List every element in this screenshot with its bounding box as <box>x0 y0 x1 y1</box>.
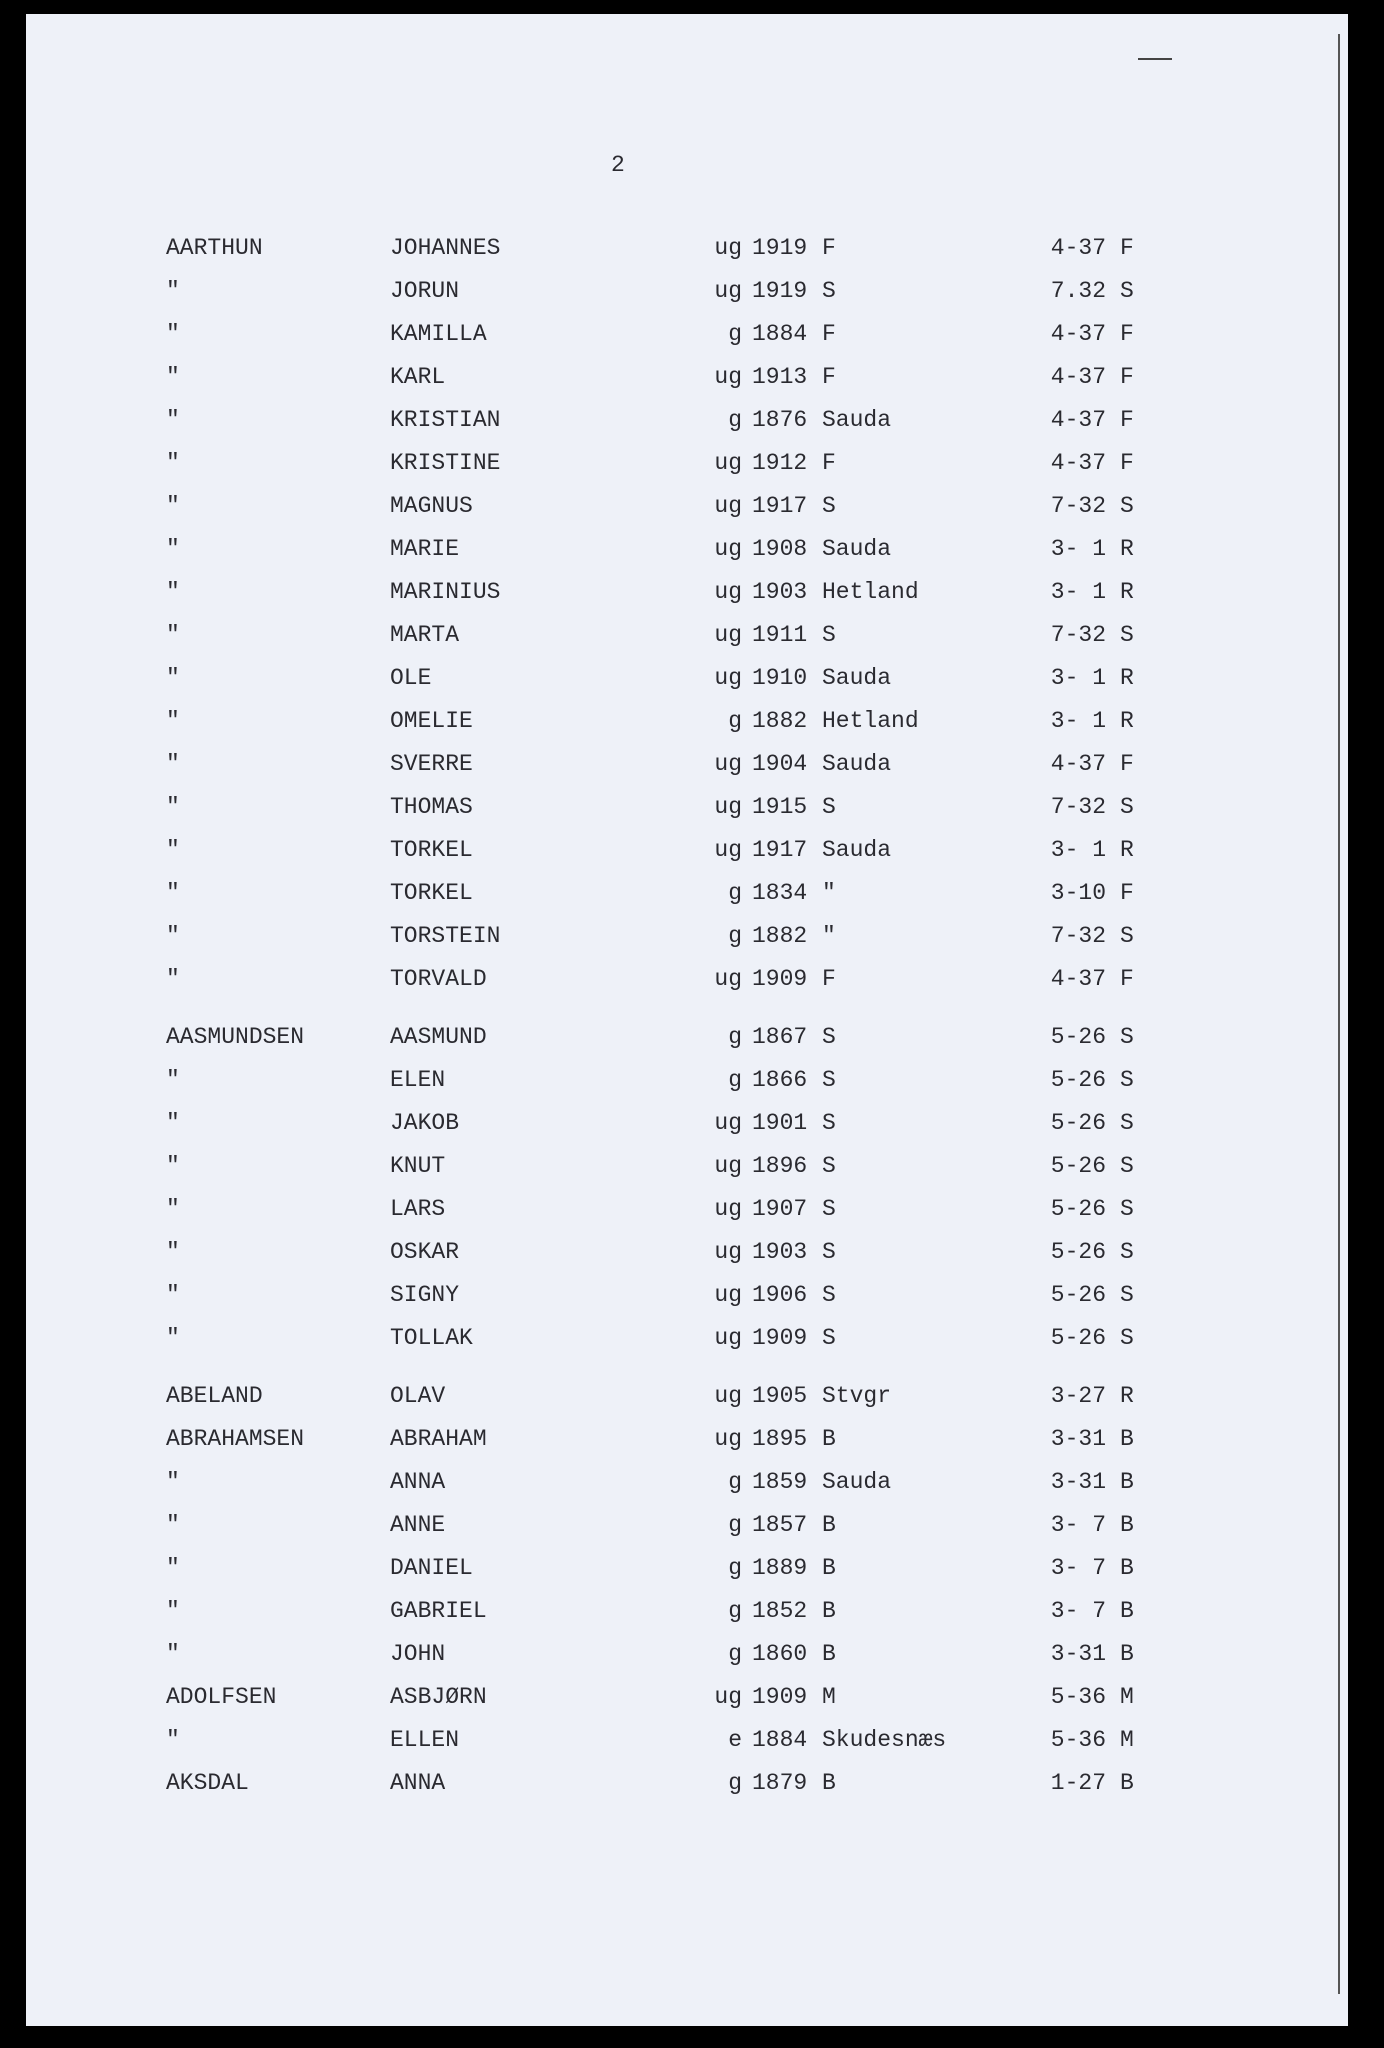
birthplace-cell: Hetland <box>822 708 919 734</box>
birthplace-cell: Sauda <box>822 1469 892 1495</box>
given-name-cell: OSKAR <box>390 1239 460 1265</box>
surname-cell: " <box>166 1727 180 1753</box>
code-cell: 3-31 <box>1050 1641 1106 1667</box>
surname-cell: " <box>166 278 180 304</box>
code-cell: 3- 7 <box>1050 1555 1106 1581</box>
birth-year-cell: 1919 <box>752 235 808 261</box>
given-name-cell: KRISTIAN <box>390 407 501 433</box>
birth-year-cell: 1903 <box>752 579 808 605</box>
birthplace-cell: S <box>822 1153 836 1179</box>
surname-cell: " <box>166 622 180 648</box>
surname-cell: " <box>166 923 180 949</box>
birthplace-cell: Sauda <box>822 837 892 863</box>
birthplace-cell: B <box>822 1770 836 1796</box>
corner-mark <box>1138 58 1172 60</box>
letter-cell: M <box>1120 1684 1134 1710</box>
marital-status-cell: ug <box>714 665 742 691</box>
birthplace-cell: B <box>822 1512 836 1538</box>
letter-cell: F <box>1120 751 1134 777</box>
birth-year-cell: 1889 <box>752 1555 808 1581</box>
marital-status-cell: ug <box>714 450 742 476</box>
code-cell: 3-27 <box>1050 1383 1106 1409</box>
list-item <box>26 1466 1348 1498</box>
letter-cell: B <box>1120 1469 1134 1495</box>
code-cell: 7-32 <box>1050 923 1106 949</box>
list-item <box>26 1509 1348 1541</box>
surname-cell: " <box>166 1239 180 1265</box>
code-cell: 3- 1 <box>1050 536 1106 562</box>
birthplace-cell: S <box>822 622 836 648</box>
code-cell: 3- 7 <box>1050 1512 1106 1538</box>
code-cell: 4-37 <box>1050 407 1106 433</box>
list-item <box>26 791 1348 823</box>
surname-cell: " <box>166 1555 180 1581</box>
surname-cell: " <box>166 450 180 476</box>
birthplace-cell: F <box>822 966 836 992</box>
birth-year-cell: 1906 <box>752 1282 808 1308</box>
list-item <box>26 1236 1348 1268</box>
code-cell: 3- 1 <box>1050 579 1106 605</box>
code-cell: 5-26 <box>1050 1282 1106 1308</box>
birth-year-cell: 1834 <box>752 880 808 906</box>
given-name-cell: ELEN <box>390 1067 446 1093</box>
list-item <box>26 1380 1348 1412</box>
birth-year-cell: 1907 <box>752 1196 808 1222</box>
birth-year-cell: 1910 <box>752 665 808 691</box>
code-cell: 4-37 <box>1050 751 1106 777</box>
surname-cell: " <box>166 579 180 605</box>
given-name-cell: JORUN <box>390 278 460 304</box>
given-name-cell: TORKEL <box>390 880 473 906</box>
surname-cell: " <box>166 1469 180 1495</box>
birthplace-cell: " <box>822 923 836 949</box>
marital-status-cell: ug <box>714 1426 742 1452</box>
given-name-cell: OMELIE <box>390 708 473 734</box>
surname-cell: " <box>166 536 180 562</box>
given-name-cell: TORKEL <box>390 837 473 863</box>
given-name-cell: DANIEL <box>390 1555 473 1581</box>
surname-cell: ADOLFSEN <box>166 1684 277 1710</box>
letter-cell: F <box>1120 321 1134 347</box>
document-page <box>26 14 1348 2026</box>
code-cell: 3-31 <box>1050 1469 1106 1495</box>
surname-cell: AARTHUN <box>166 235 263 261</box>
code-cell: 5-26 <box>1050 1024 1106 1050</box>
given-name-cell: MAGNUS <box>390 493 473 519</box>
birth-year-cell: 1911 <box>752 622 808 648</box>
birth-year-cell: 1882 <box>752 923 808 949</box>
given-name-cell: ELLEN <box>390 1727 460 1753</box>
birth-year-cell: 1913 <box>752 364 808 390</box>
marital-status-cell: g <box>728 1770 742 1796</box>
surname-cell: " <box>166 1196 180 1222</box>
marital-status-cell: ug <box>714 493 742 519</box>
surname-cell: " <box>166 837 180 863</box>
surname-cell: " <box>166 1325 180 1351</box>
birthplace-cell: S <box>822 1282 836 1308</box>
birth-year-cell: 1867 <box>752 1024 808 1050</box>
birthplace-cell: Hetland <box>822 579 919 605</box>
birthplace-cell: B <box>822 1598 836 1624</box>
letter-cell: R <box>1120 837 1134 863</box>
marital-status-cell: ug <box>714 1383 742 1409</box>
given-name-cell: ANNA <box>390 1770 446 1796</box>
list-item <box>26 318 1348 350</box>
given-name-cell: KNUT <box>390 1153 446 1179</box>
list-item <box>26 748 1348 780</box>
marital-status-cell: ug <box>714 837 742 863</box>
birth-year-cell: 1919 <box>752 278 808 304</box>
list-item <box>26 1681 1348 1713</box>
marital-status-cell: ug <box>714 1325 742 1351</box>
surname-cell: " <box>166 1512 180 1538</box>
code-cell: 5-26 <box>1050 1239 1106 1265</box>
surname-cell: " <box>166 794 180 820</box>
list-item <box>26 1107 1348 1139</box>
list-item <box>26 1767 1348 1799</box>
birth-year-cell: 1852 <box>752 1598 808 1624</box>
birthplace-cell: S <box>822 1110 836 1136</box>
list-item <box>26 920 1348 952</box>
letter-cell: B <box>1120 1426 1134 1452</box>
birth-year-cell: 1857 <box>752 1512 808 1538</box>
marital-status-cell: g <box>728 321 742 347</box>
surname-cell: " <box>166 708 180 734</box>
birthplace-cell: S <box>822 1239 836 1265</box>
birth-year-cell: 1859 <box>752 1469 808 1495</box>
birthplace-cell: M <box>822 1684 836 1710</box>
code-cell: 7-32 <box>1050 622 1106 648</box>
letter-cell: S <box>1120 794 1134 820</box>
birth-year-cell: 1884 <box>752 1727 808 1753</box>
surname-cell: " <box>166 364 180 390</box>
letter-cell: R <box>1120 665 1134 691</box>
given-name-cell: ABRAHAM <box>390 1426 487 1452</box>
letter-cell: S <box>1120 1239 1134 1265</box>
letter-cell: S <box>1120 1067 1134 1093</box>
code-cell: 5-26 <box>1050 1153 1106 1179</box>
marital-status-cell: ug <box>714 794 742 820</box>
marital-status-cell: ug <box>714 1153 742 1179</box>
birthplace-cell: S <box>822 1196 836 1222</box>
list-item <box>26 963 1348 995</box>
marital-status-cell: g <box>728 1512 742 1538</box>
code-cell: 4-37 <box>1050 235 1106 261</box>
code-cell: 5-36 <box>1050 1684 1106 1710</box>
birthplace-cell: S <box>822 1067 836 1093</box>
surname-cell: " <box>166 1110 180 1136</box>
marital-status-cell: g <box>728 407 742 433</box>
marital-status-cell: ug <box>714 966 742 992</box>
birth-year-cell: 1917 <box>752 837 808 863</box>
marital-status-cell: ug <box>714 622 742 648</box>
list-item <box>26 576 1348 608</box>
letter-cell: M <box>1120 1727 1134 1753</box>
given-name-cell: JAKOB <box>390 1110 460 1136</box>
surname-cell: " <box>166 1598 180 1624</box>
list-item <box>26 1322 1348 1354</box>
letter-cell: B <box>1120 1770 1134 1796</box>
code-cell: 3- 1 <box>1050 837 1106 863</box>
list-item <box>26 1021 1348 1053</box>
birthplace-cell: S <box>822 1024 836 1050</box>
marital-status-cell: ug <box>714 1239 742 1265</box>
birthplace-cell: F <box>822 235 836 261</box>
birth-year-cell: 1909 <box>752 1684 808 1710</box>
birth-year-cell: 1912 <box>752 450 808 476</box>
letter-cell: S <box>1120 278 1134 304</box>
letter-cell: F <box>1120 966 1134 992</box>
surname-cell: " <box>166 1067 180 1093</box>
list-item <box>26 619 1348 651</box>
page-number: 2 <box>611 152 625 178</box>
letter-cell: B <box>1120 1598 1134 1624</box>
letter-cell: B <box>1120 1512 1134 1538</box>
given-name-cell: LARS <box>390 1196 446 1222</box>
birth-year-cell: 1915 <box>752 794 808 820</box>
marital-status-cell: ug <box>714 751 742 777</box>
code-cell: 5-36 <box>1050 1727 1106 1753</box>
marital-status-cell: g <box>728 880 742 906</box>
birth-year-cell: 1909 <box>752 1325 808 1351</box>
surname-cell: " <box>166 493 180 519</box>
given-name-cell: ANNA <box>390 1469 446 1495</box>
surname-cell: " <box>166 321 180 347</box>
given-name-cell: TORVALD <box>390 966 487 992</box>
list-item <box>26 447 1348 479</box>
marital-status-cell: g <box>728 1641 742 1667</box>
birthplace-cell: Skudesnæs <box>822 1727 947 1753</box>
given-name-cell: MARTA <box>390 622 460 648</box>
given-name-cell: SVERRE <box>390 751 473 777</box>
given-name-cell: AASMUND <box>390 1024 487 1050</box>
code-cell: 5-26 <box>1050 1196 1106 1222</box>
list-item <box>26 490 1348 522</box>
birth-year-cell: 1908 <box>752 536 808 562</box>
birth-year-cell: 1917 <box>752 493 808 519</box>
marital-status-cell: g <box>728 1555 742 1581</box>
list-item <box>26 533 1348 565</box>
list-item <box>26 232 1348 264</box>
marital-status-cell: ug <box>714 235 742 261</box>
given-name-cell: THOMAS <box>390 794 473 820</box>
code-cell: 3- 1 <box>1050 665 1106 691</box>
marital-status-cell: ug <box>714 1282 742 1308</box>
code-cell: 7-32 <box>1050 794 1106 820</box>
letter-cell: S <box>1120 1024 1134 1050</box>
birthplace-cell: B <box>822 1641 836 1667</box>
letter-cell: S <box>1120 1325 1134 1351</box>
letter-cell: F <box>1120 450 1134 476</box>
marital-status-cell: g <box>728 1067 742 1093</box>
code-cell: 5-26 <box>1050 1067 1106 1093</box>
surname-cell: " <box>166 880 180 906</box>
surname-cell: " <box>166 1282 180 1308</box>
birthplace-cell: F <box>822 450 836 476</box>
letter-cell: S <box>1120 1110 1134 1136</box>
given-name-cell: OLE <box>390 665 432 691</box>
given-name-cell: TOLLAK <box>390 1325 473 1351</box>
birthplace-cell: F <box>822 364 836 390</box>
list-item <box>26 662 1348 694</box>
list-item <box>26 404 1348 436</box>
marital-status-cell: ug <box>714 364 742 390</box>
surname-cell: " <box>166 407 180 433</box>
list-item <box>26 877 1348 909</box>
marital-status-cell: e <box>728 1727 742 1753</box>
marital-status-cell: g <box>728 1024 742 1050</box>
code-cell: 3-31 <box>1050 1426 1106 1452</box>
birth-year-cell: 1903 <box>752 1239 808 1265</box>
given-name-cell: JOHANNES <box>390 235 501 261</box>
marital-status-cell: ug <box>714 536 742 562</box>
given-name-cell: TORSTEIN <box>390 923 501 949</box>
marital-status-cell: g <box>728 708 742 734</box>
birthplace-cell: S <box>822 278 836 304</box>
birth-year-cell: 1884 <box>752 321 808 347</box>
given-name-cell: KAMILLA <box>390 321 487 347</box>
birthplace-cell: S <box>822 794 836 820</box>
birth-year-cell: 1860 <box>752 1641 808 1667</box>
letter-cell: F <box>1120 407 1134 433</box>
list-item <box>26 1279 1348 1311</box>
code-cell: 3- 1 <box>1050 708 1106 734</box>
surname-cell: " <box>166 1641 180 1667</box>
birthplace-cell: Sauda <box>822 751 892 777</box>
list-item <box>26 1638 1348 1670</box>
birth-year-cell: 1882 <box>752 708 808 734</box>
surname-cell: ABELAND <box>166 1383 263 1409</box>
list-item <box>26 1724 1348 1756</box>
given-name-cell: ANNE <box>390 1512 446 1538</box>
birthplace-cell: F <box>822 321 836 347</box>
letter-cell: S <box>1120 493 1134 519</box>
surname-cell: " <box>166 1153 180 1179</box>
birthplace-cell: Sauda <box>822 665 892 691</box>
surname-cell: ABRAHAMSEN <box>166 1426 305 1452</box>
marital-status-cell: g <box>728 923 742 949</box>
surname-cell: " <box>166 665 180 691</box>
code-cell: 5-26 <box>1050 1325 1106 1351</box>
birthplace-cell: B <box>822 1426 836 1452</box>
letter-cell: S <box>1120 1196 1134 1222</box>
letter-cell: F <box>1120 235 1134 261</box>
given-name-cell: ASBJØRN <box>390 1684 487 1710</box>
given-name-cell: SIGNY <box>390 1282 460 1308</box>
birth-year-cell: 1901 <box>752 1110 808 1136</box>
birth-year-cell: 1866 <box>752 1067 808 1093</box>
given-name-cell: GABRIEL <box>390 1598 487 1624</box>
marital-status-cell: g <box>728 1598 742 1624</box>
letter-cell: S <box>1120 1153 1134 1179</box>
code-cell: 4-37 <box>1050 321 1106 347</box>
marital-status-cell: ug <box>714 1110 742 1136</box>
list-item <box>26 275 1348 307</box>
birthplace-cell: Stvgr <box>822 1383 892 1409</box>
birthplace-cell: S <box>822 493 836 519</box>
marital-status-cell: ug <box>714 278 742 304</box>
letter-cell: R <box>1120 536 1134 562</box>
list-item <box>26 1150 1348 1182</box>
given-name-cell: KRISTINE <box>390 450 501 476</box>
list-item <box>26 834 1348 866</box>
birth-year-cell: 1876 <box>752 407 808 433</box>
letter-cell: B <box>1120 1555 1134 1581</box>
code-cell: 5-26 <box>1050 1110 1106 1136</box>
letter-cell: S <box>1120 622 1134 648</box>
letter-cell: R <box>1120 708 1134 734</box>
list-item <box>26 1595 1348 1627</box>
birthplace-cell: Sauda <box>822 407 892 433</box>
marital-status-cell: g <box>728 1469 742 1495</box>
marital-status-cell: ug <box>714 579 742 605</box>
surname-cell: AASMUNDSEN <box>166 1024 305 1050</box>
birthplace-cell: S <box>822 1325 836 1351</box>
given-name-cell: OLAV <box>390 1383 446 1409</box>
list-item <box>26 1193 1348 1225</box>
letter-cell: R <box>1120 579 1134 605</box>
code-cell: 3- 7 <box>1050 1598 1106 1624</box>
birth-year-cell: 1896 <box>752 1153 808 1179</box>
letter-cell: R <box>1120 1383 1134 1409</box>
given-name-cell: MARIE <box>390 536 460 562</box>
marital-status-cell: ug <box>714 1196 742 1222</box>
given-name-cell: JOHN <box>390 1641 446 1667</box>
code-cell: 7-32 <box>1050 493 1106 519</box>
list-item <box>26 1423 1348 1455</box>
code-cell: 3-10 <box>1050 880 1106 906</box>
letter-cell: F <box>1120 880 1134 906</box>
code-cell: 4-37 <box>1050 364 1106 390</box>
birthplace-cell: Sauda <box>822 536 892 562</box>
birthplace-cell: " <box>822 880 836 906</box>
given-name-cell: KARL <box>390 364 446 390</box>
birth-year-cell: 1905 <box>752 1383 808 1409</box>
given-name-cell: MARINIUS <box>390 579 501 605</box>
surname-cell: " <box>166 751 180 777</box>
code-cell: 1-27 <box>1050 1770 1106 1796</box>
list-item <box>26 705 1348 737</box>
code-cell: 7.32 <box>1050 278 1106 304</box>
birth-year-cell: 1904 <box>752 751 808 777</box>
code-cell: 4-37 <box>1050 966 1106 992</box>
code-cell: 4-37 <box>1050 450 1106 476</box>
letter-cell: S <box>1120 923 1134 949</box>
surname-cell: " <box>166 966 180 992</box>
surname-cell: AKSDAL <box>166 1770 249 1796</box>
list-item <box>26 1552 1348 1584</box>
birth-year-cell: 1909 <box>752 966 808 992</box>
letter-cell: F <box>1120 364 1134 390</box>
birth-year-cell: 1879 <box>752 1770 808 1796</box>
letter-cell: B <box>1120 1641 1134 1667</box>
marital-status-cell: ug <box>714 1684 742 1710</box>
list-item <box>26 1064 1348 1096</box>
birth-year-cell: 1895 <box>752 1426 808 1452</box>
list-item <box>26 361 1348 393</box>
letter-cell: S <box>1120 1282 1134 1308</box>
birthplace-cell: B <box>822 1555 836 1581</box>
